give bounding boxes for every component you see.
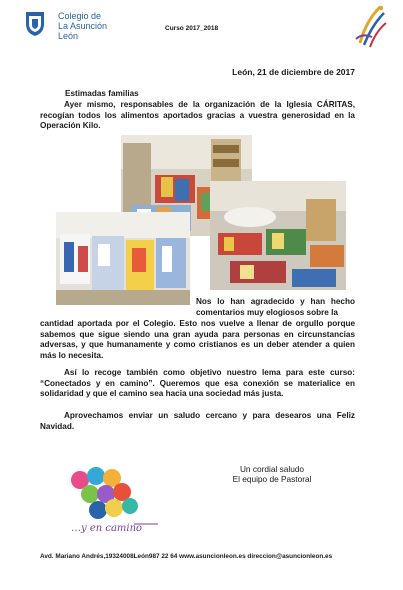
photo-food-piles-floor [210, 181, 346, 290]
school-name-line-3: León [58, 31, 79, 41]
school-name-line-2: La Asunción [58, 21, 108, 31]
paragraph-4-intro: Así lo recoge también como objetivo nuestro lema para este curso: [64, 368, 355, 377]
greeting: Estimadas familias [65, 89, 139, 98]
footer-address: Avd. Mariano Andrés,19324008León987 22 64 www.asuncionleon.es direccion@asuncionleon.es [40, 553, 333, 560]
letterhead [0, 0, 403, 56]
letter-date: León, 21 de diciembre de 2017 [232, 67, 355, 77]
paragraph-1: Ayer mismo, responsables de la organización de la Iglesia CÁRITAS, recogían todos los alimentos aportados gracias a vuestra generosidad en la Operación Kilo. [40, 100, 355, 131]
paragraph-4-rest: . Queremos que esa conexión se materialice en solidaridad y que el camino sea hacia una sociedad más justa. [40, 378, 355, 399]
photo-donation-bags [56, 212, 190, 305]
paragraph-3: cantidad aportada por el Colegio. Esto nos vuelve a llenar de orgullo porque sabemos que sigue siendo una gran ayuda para personas en circunstancias adversas, y que humanamente y como cristianos es un deber atender a quien más lo necesita. [40, 319, 355, 360]
paragraph-2: Nos lo han agradecido y han hecho comentarios muy elogiosos sobre la [196, 297, 355, 317]
closing: Un cordial saludo [239, 464, 305, 474]
motto: “Conectados y en camino” [40, 378, 153, 388]
signature: El equipo de Pastoral [232, 474, 312, 485]
school-shield-icon [24, 9, 46, 37]
school-name [58, 11, 107, 41]
signature-block [210, 464, 334, 485]
paragraph-4 [40, 368, 355, 400]
asuncion-emblem-icon [350, 3, 390, 49]
course-label: Curso 2017_2018 [165, 25, 219, 32]
pastoral-tagline: …y en camino [71, 523, 143, 534]
paragraph-5: Aprovechamos enviar un saludo cercano y para desearos una Feliz Navidad. [40, 411, 355, 431]
pastoral-motto-logo [62, 466, 168, 540]
school-name-line-1: Colegio de [58, 11, 102, 21]
